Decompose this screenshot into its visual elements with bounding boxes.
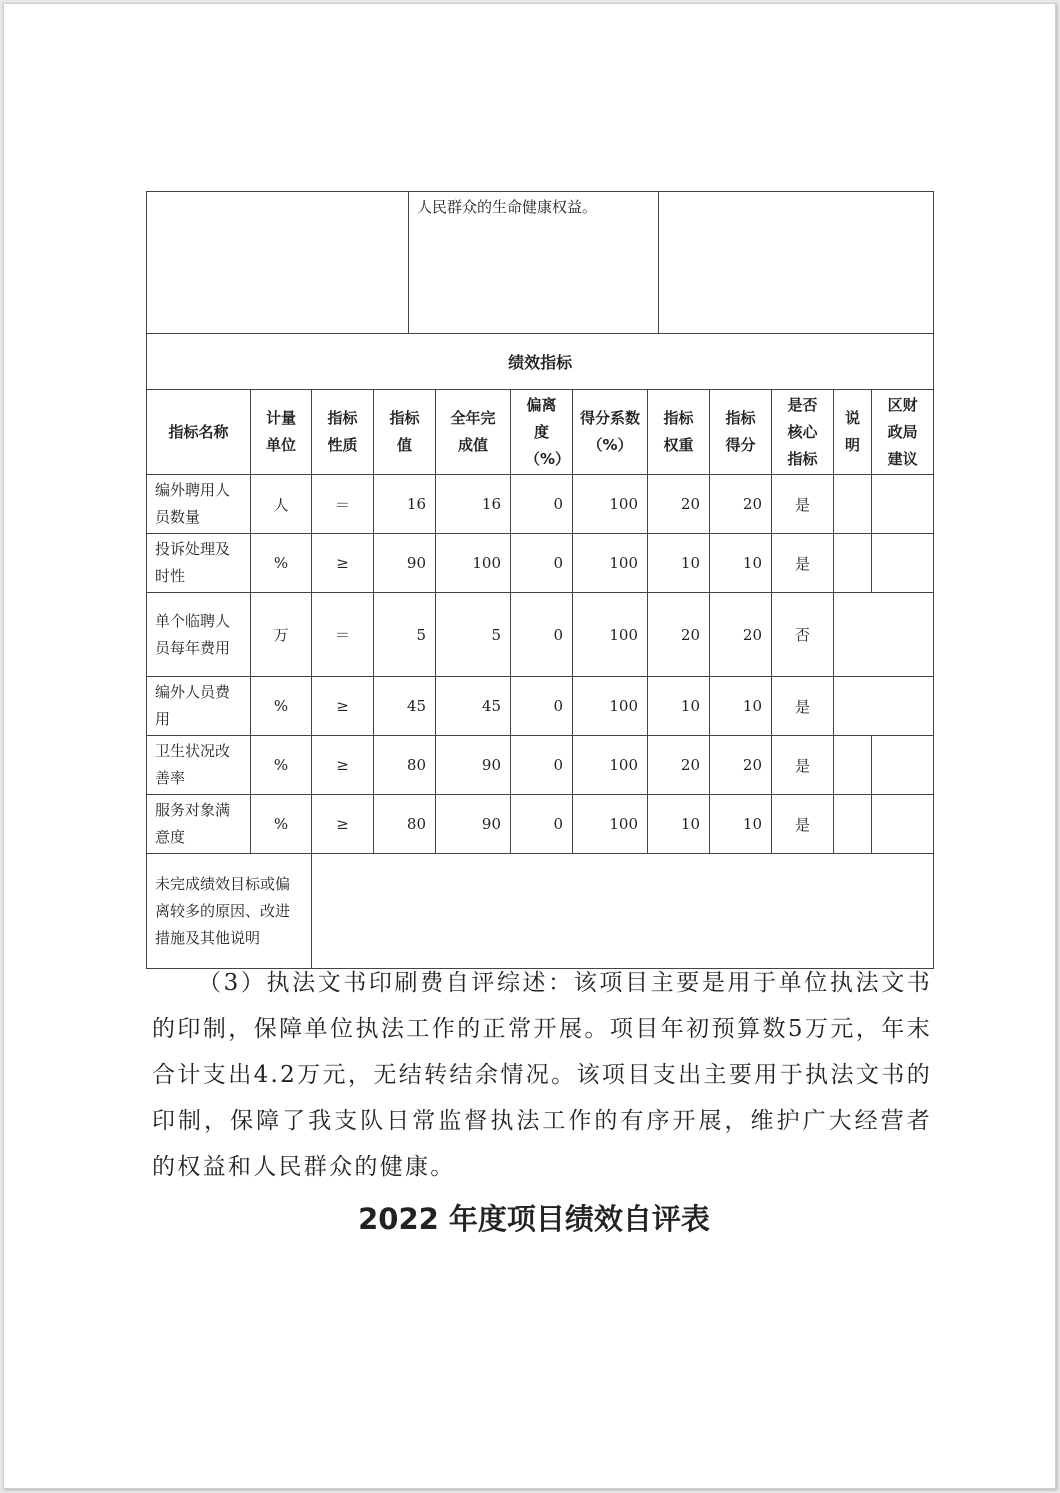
deviation-cell: 0 [511,534,573,593]
core-cell: 否 [772,593,834,677]
continuation-cell-right [659,192,934,334]
weight-cell: 10 [648,677,710,736]
nature-cell: ＝ [312,593,374,677]
note-cell [834,736,872,795]
header-core: 是否核心指标 [772,390,834,475]
core-cell: 是 [772,736,834,795]
target-cell: 90 [374,534,436,593]
unit-cell: % [251,677,312,736]
actual-cell: 5 [436,593,511,677]
footer-label: 未完成绩效目标或偏离较多的原因、改进措施及其他说明 [147,854,312,969]
body-paragraph: （3）执法文书印刷费自评综述：该项目主要是用于单位执法文书的印制，保障单位执法工作的正常开展。项目年初预算数5万元，年末合计支出4.2万元，无结转结余情况。该项目支出主要用于执法文书的印制，保障了我支队日常监督执法工作的有序开展，维护广大经营者的权益和人民群众的健康。 [152,970,932,1180]
core-cell: 是 [772,677,834,736]
actual-cell: 90 [436,736,511,795]
footer-row [147,854,934,969]
table-row [147,795,934,854]
note-cell [834,795,872,854]
note-advice-cell [834,677,934,736]
nature-cell: ≥ [312,736,374,795]
score-cell: 20 [710,736,772,795]
deviation-cell: 0 [511,677,573,736]
nature-cell: ≥ [312,534,374,593]
target-cell: 80 [374,795,436,854]
actual-cell: 100 [436,534,511,593]
coefficient-cell: 100 [573,677,648,736]
indicator-name: 服务对象满意度 [147,795,251,854]
advice-cell [872,736,934,795]
header-deviation: 偏离度（%） [511,390,573,475]
unit-cell: 万 [251,593,312,677]
indicator-name: 单个临聘人员每年费用 [147,593,251,677]
core-cell: 是 [772,795,834,854]
core-cell: 是 [772,475,834,534]
score-cell: 10 [710,534,772,593]
table-row [147,736,934,795]
weight-cell: 20 [648,736,710,795]
coefficient-cell: 100 [573,534,648,593]
header-note: 说明 [834,390,872,475]
header-advice: 区财政局建议 [872,390,934,475]
section-title: 绩效指标 [147,334,934,390]
indicator-name: 卫生状况改善率 [147,736,251,795]
unit-cell: % [251,736,312,795]
table-row [147,593,934,677]
score-cell: 20 [710,475,772,534]
nature-cell: ≥ [312,795,374,854]
actual-cell: 90 [436,795,511,854]
advice-cell [872,534,934,593]
target-cell: 45 [374,677,436,736]
header-score: 指标得分 [710,390,772,475]
header-unit: 计量单位 [251,390,312,475]
deviation-cell: 0 [511,475,573,534]
performance-indicator-table [146,333,934,969]
coefficient-cell: 100 [573,795,648,854]
score-cell: 20 [710,593,772,677]
weight-cell: 10 [648,534,710,593]
actual-cell: 45 [436,677,511,736]
advice-cell [872,475,934,534]
score-cell: 10 [710,795,772,854]
target-cell: 16 [374,475,436,534]
unit-cell: % [251,795,312,854]
weight-cell: 20 [648,593,710,677]
coefficient-cell: 100 [573,736,648,795]
document-page [3,3,1056,1489]
note-advice-cell [834,593,934,677]
note-cell [834,534,872,593]
weight-cell: 20 [648,475,710,534]
indicator-name: 编外聘用人员数量 [147,475,251,534]
core-cell: 是 [772,534,834,593]
deviation-cell: 0 [511,593,573,677]
advice-cell [872,795,934,854]
note-cell [834,475,872,534]
header-actual: 全年完成值 [436,390,511,475]
header-row [147,390,934,475]
coefficient-cell: 100 [573,475,648,534]
header-coefficient: 得分系数（%） [573,390,648,475]
deviation-cell: 0 [511,736,573,795]
header-nature: 指标性质 [312,390,374,475]
actual-cell: 16 [436,475,511,534]
deviation-cell: 0 [511,795,573,854]
unit-cell: 人 [251,475,312,534]
footer-value [312,854,934,969]
continuation-cell-left [147,192,409,334]
indicator-name: 投诉处理及时性 [147,534,251,593]
table-row [147,677,934,736]
score-cell: 10 [710,677,772,736]
header-target: 指标值 [374,390,436,475]
nature-cell: ＝ [312,475,374,534]
coefficient-cell: 100 [573,593,648,677]
indicator-name: 编外人员费用 [147,677,251,736]
nature-cell: ≥ [312,677,374,736]
continuation-text: 人民群众的生命健康权益。 [409,192,659,334]
table-row [147,534,934,593]
table-row [147,475,934,534]
target-cell: 5 [374,593,436,677]
header-indicator-name: 指标名称 [147,390,251,475]
unit-cell: % [251,534,312,593]
continuation-table [146,191,934,334]
header-weight: 指标权重 [648,390,710,475]
target-cell: 80 [374,736,436,795]
weight-cell: 10 [648,795,710,854]
next-section-title: 2022 年度项目绩效自评表 [358,1202,710,1236]
